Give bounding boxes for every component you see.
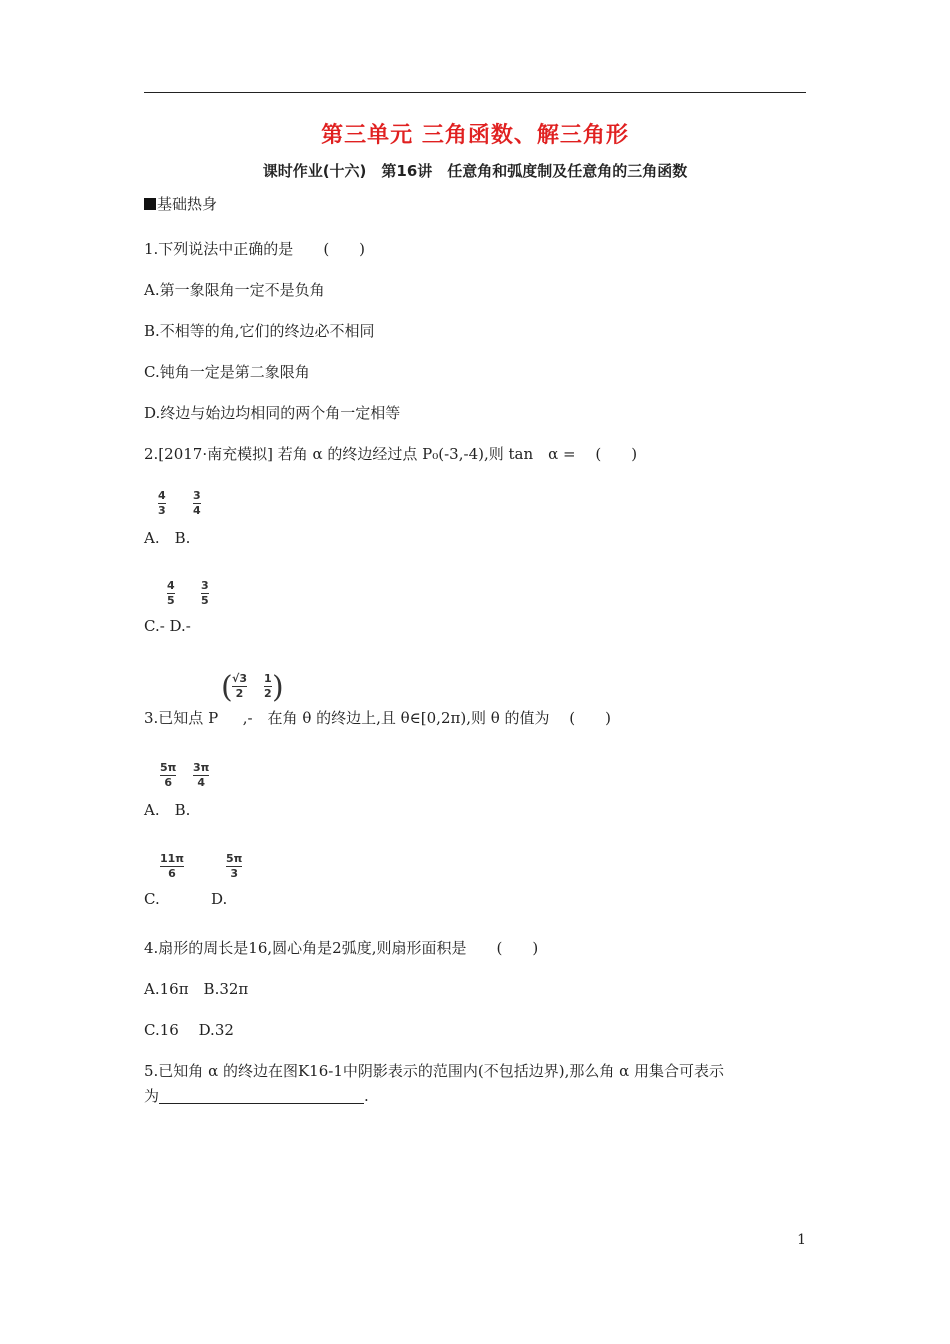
q2-fraction-d — [201, 580, 209, 607]
q1-option-c: C.钝角一定是第二象限角 — [144, 363, 310, 381]
q3-point-y-fraction — [264, 673, 272, 700]
numerator: 5π — [226, 852, 243, 865]
right-paren: ) — [272, 670, 284, 705]
numerator: 3 — [193, 489, 201, 502]
q3-options-ab: A. B. — [144, 801, 191, 819]
q2-fraction-b — [193, 490, 201, 517]
denominator: 5 — [167, 594, 175, 607]
q2-options-ab: A. B. — [144, 529, 191, 547]
numerator: 4 — [167, 579, 175, 592]
denominator: 3 — [230, 867, 238, 880]
denominator: 6 — [164, 776, 172, 789]
numerator: 5π — [160, 761, 177, 774]
q3-fraction-c — [160, 853, 184, 880]
section-heading — [144, 193, 217, 214]
q2-stem: 2.[2017·南充模拟] 若角 α 的终边经过点 P₀(-3,-4),则 tan α = ( ) — [144, 445, 638, 463]
q3-option-c: C. — [144, 890, 160, 908]
numerator: 4 — [158, 489, 166, 502]
square-bullet-icon — [144, 198, 156, 210]
denominator: 2 — [264, 687, 272, 700]
denominator: 6 — [168, 867, 176, 880]
q4-options-cd: C.16 D.32 — [144, 1021, 234, 1039]
q5-answer-line — [144, 1085, 369, 1106]
numerator: 11π — [160, 852, 185, 865]
q2-fraction-c — [167, 580, 175, 607]
numerator: √3 — [232, 672, 247, 685]
q3-stem: 3.已知点 P ,- 在角 θ 的终边上,且 θ∈[0,2π),则 θ 的值为 ( ) — [144, 709, 612, 727]
unit-title: 第三单元 三角函数、解三角形 — [321, 123, 629, 148]
denominator: 3 — [158, 504, 166, 517]
q3-fraction-b — [193, 762, 209, 789]
q5-suffix: . — [364, 1087, 369, 1105]
q3-point-x-fraction — [232, 673, 247, 700]
q3-fraction-a — [160, 762, 176, 789]
q4-options-ab: A.16π B.32π — [144, 980, 249, 998]
header-rule — [144, 92, 806, 93]
q3-option-d: D. — [211, 890, 228, 908]
q1-option-d: D.终边与始边均相同的两个角一定相等 — [144, 404, 401, 422]
page-number: 1 — [797, 1232, 806, 1248]
q4-stem: 4.扇形的周长是16,圆心角是2弧度,则扇形面积是 ( ) — [144, 939, 539, 957]
denominator: 5 — [201, 594, 209, 607]
q5-stem: 5.已知角 α 的终边在图K16-1中阴影表示的范围内(不包括边界),那么角 α 用集合可表示 — [144, 1062, 725, 1080]
q1-option-a: A.第一象限角一定不是负角 — [144, 281, 325, 299]
numerator: 3 — [201, 579, 209, 592]
q1-stem: 1.下列说法中正确的是 ( ) — [144, 240, 366, 258]
q1-option-b: B.不相等的角,它们的终边必不相同 — [144, 322, 375, 340]
numerator: 3π — [193, 761, 210, 774]
denominator: 4 — [197, 776, 205, 789]
denominator: 2 — [235, 687, 244, 700]
q5-prefix: 为 — [144, 1087, 160, 1105]
q3-fraction-d — [226, 853, 242, 880]
section-label: 基础热身 — [157, 195, 218, 213]
left-paren: ( — [221, 670, 233, 705]
lesson-subtitle: 课时作业(十六) 第16讲 任意角和弧度制及任意角的三角函数 — [262, 162, 688, 180]
denominator: 4 — [193, 504, 201, 517]
q2-options-cd: C.- D.- — [144, 617, 191, 635]
numerator: 1 — [264, 672, 272, 685]
q2-fraction-a — [158, 490, 166, 517]
answer-blank[interactable] — [159, 1089, 364, 1104]
